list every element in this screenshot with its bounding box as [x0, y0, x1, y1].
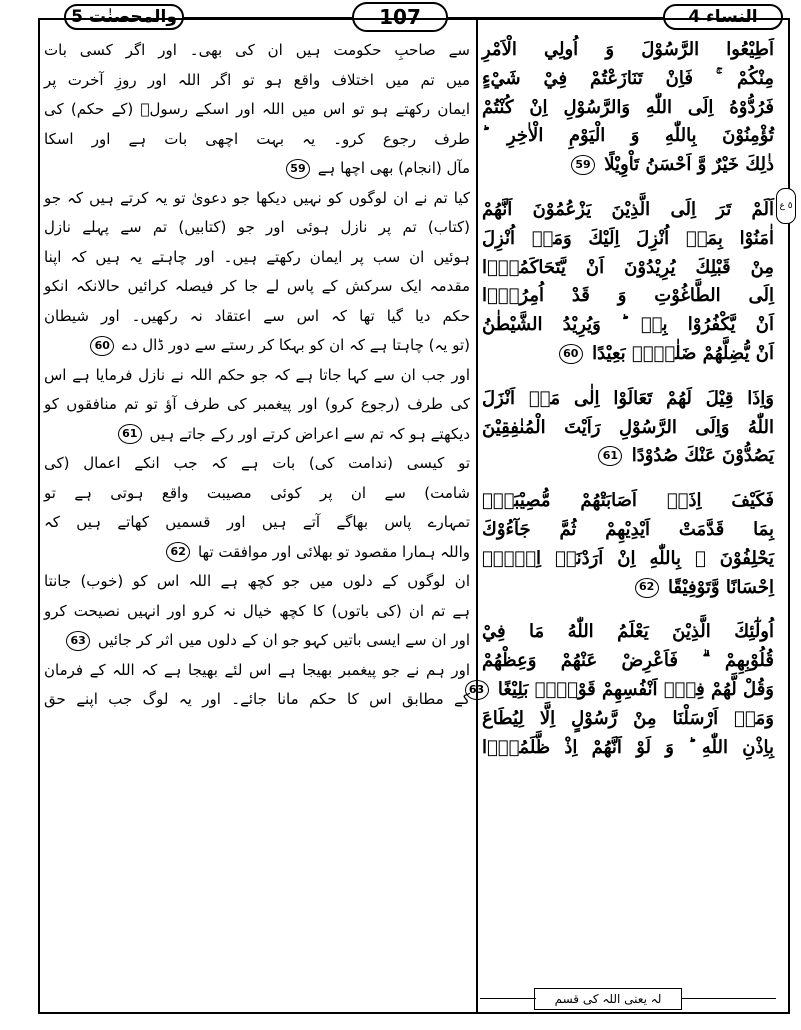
urdu-line: میں تم میں اختلاف واقع ہو تو اگر اللہ اور روزِ آخرت پر	[44, 70, 470, 89]
footnote-rule-right	[682, 998, 776, 999]
urdu-translation-column	[44, 36, 470, 715]
urdu-line: دیکھتے ہو کہ تم سے اعراض کرتے اور رکے جاتے ہیں 61	[44, 420, 470, 450]
surah-name: النساء 4	[663, 4, 783, 30]
urdu-line: طرف رجوع کرو۔ یہ بہت اچھی بات ہے اور اسکا	[44, 129, 470, 148]
page-number: 107	[352, 2, 448, 32]
verse-number-63: 63	[66, 631, 90, 651]
urdu-line: کیا تم نے ان لوگوں کو نہیں دیکھا جو دعویٰ تو یہ کرتے ہیں کہ جو	[44, 188, 470, 207]
footnote-rule-left	[480, 998, 536, 999]
arabic-line: يَصُدُّوْنَ عَنْكَ صُدُوْدًا 61	[482, 442, 774, 471]
arabic-line: اَنْ يَّكْفُرُوْا بِهٖ ؕ وَيُرِيْدُ الشَّيْطٰنُ	[482, 314, 774, 336]
arabic-line: اَلَمْ تَرَ اِلَى الَّذِيْنَ يَزْعُمُوْنَ اَنَّهُمْ	[482, 198, 774, 220]
arabic-line: فَكَيْفَ اِذَاۤ اَصَابَتْهُمْ مُّصِيْبَةٌۢ	[482, 490, 774, 512]
ayah-number-59: 59	[571, 155, 595, 175]
urdu-line: ان لوگوں کے دلوں میں جو کچھ ہے اللہ اس کو (خوب) جانتا	[44, 572, 470, 590]
urdu-line: اور جب ان سے کہا جاتا ہے کہ جو حکم اللہ نے نازل فرمایا ہے اس	[44, 365, 470, 384]
juz-name: والمحصنٰت 5	[64, 4, 184, 30]
arabic-line: ذٰلِكَ خَيْرٌ وَّ اَحْسَنُ تَاْوِيْلًا 59	[482, 151, 774, 180]
urdu-line: (تو یہ) چاہتا ہے کہ ان کو بہکا کر رستے سے دور ڈال دے 60	[44, 331, 470, 361]
urdu-line: کے مطابق اس کا حکم مانا جائے۔ اور یہ لوگ جب اپنے حق	[44, 690, 470, 708]
ayah-number-63: 63	[465, 680, 489, 700]
urdu-line: ہوئیں ان سب پر ایمان رکھتے ہیں۔ اور چاہتے یہ ہیں کہ اپنا	[44, 247, 470, 266]
arabic-line: اِحْسَانًا وَّتَوْفِيْقًا 62	[482, 574, 774, 603]
urdu-line: واللہ ہمارا مقصود تو بھلائی اور موافقت تھا 62	[44, 538, 470, 568]
arabic-line: بِمَا قَدَّمَتْ اَيْدِيْهِمْ ثُمَّ جَآءُوْكَ	[482, 518, 774, 540]
arabic-line: وَاِذَا قِيْلَ لَهُمْ تَعَالَوْا اِلٰى مَاۤ اَنْزَلَ	[482, 387, 774, 409]
footnote: لہ یعنی اللہ کی قسم	[534, 988, 682, 1010]
urdu-line: حکم دیا گیا تھا کہ اس سے اعتقاد نہ رکھیں۔ اور شیطان	[44, 306, 470, 325]
verse-number-59: 59	[286, 159, 310, 179]
arabic-line: وَمَاۤ اَرْسَلْنَا مِنْ رَّسُوْلٍ اِلَّا لِيُطَاعَ	[482, 707, 774, 729]
urdu-line: سے صاحبِ حکومت ہیں ان کی بھی۔ اور اگر کسی بات	[44, 41, 470, 59]
arabic-line: مِنْكُمْ ۚ فَاِنْ تَنَازَعْتُمْ فِيْ شَيْءٍ	[482, 67, 774, 89]
ruku-marker: ٥ ع	[776, 188, 796, 224]
urdu-line: اور ان سے ایسی باتیں کہو جو ان کے دلوں میں اثر کر جائیں 63	[44, 626, 470, 656]
column-divider	[476, 18, 478, 1014]
arabic-line: بِاِذْنِ اللّٰهِ ؕ وَ لَوْ اَنَّهُمْ اِذْ ظَّلَمُوْۤا	[482, 736, 774, 758]
arabic-line: مِنْ قَبْلِكَ يُرِيْدُوْنَ اَنْ يَّتَحَاكَمُوْۤا	[482, 256, 774, 278]
urdu-line: ہے تم ان (کی باتوں) کا کچھ خیال نہ کرو اور انہیں نصیحت کرو	[44, 601, 470, 620]
verse-number-60: 60	[90, 336, 114, 356]
arabic-line: تُؤْمِنُوْنَ بِاللّٰهِ وَ الْيَوْمِ الْاٰخِرِ ؕ	[482, 125, 774, 147]
arabic-line: اِلَى الطَّاغُوْتِ وَ قَدْ اُمِرُوْۤا	[482, 285, 774, 307]
verse-number-62: 62	[166, 542, 190, 562]
arabic-line: يَحْلِفُوْنَ ۖ بِاللّٰهِ اِنْ اَرَدْنَاۤ اِلَّاۤ	[482, 547, 774, 569]
arabic-line: فَرُدُّوْهُ اِلَى اللّٰهِ وَالرَّسُوْلِ اِنْ كُنْتُمْ	[482, 96, 774, 118]
urdu-line: (کتاب) تم پر نازل ہوئی اور جو (کتابیں) تم سے پہلے نازل	[44, 218, 470, 236]
arabic-line: قُلُوْبِهِمْ ۗ فَاَعْرِضْ عَنْهُمْ وَعِظْهُمْ	[482, 650, 774, 672]
urdu-line: تمہارے پاس بھاگے آتے ہیں اور قسمیں کھاتے ہیں کہ	[44, 513, 470, 531]
urdu-line: اور ہم نے جو پیغمبر بھیجا ہے اس لئے بھیجا ہے کہ اللہ کے فرمان	[44, 660, 470, 679]
arabic-line: اللّٰهُ وَاِلَى الرَّسُوْلِ رَاَيْتَ الْمُنٰفِقِيْنَ	[482, 416, 774, 438]
arabic-column	[468, 36, 774, 762]
arabic-line: وَقُلْ لَّهُمْ فِيْۤ اَنْفُسِهِمْ قَوْلًاۢ بَلِيْغًا 63	[482, 676, 774, 705]
arabic-line: اٰمَنُوْا بِمَاۤ اُنْزِلَ اِلَيْكَ وَمَاۤ اُنْزِلَ	[482, 227, 774, 249]
urdu-line: ایمان رکھتے ہو تو اس میں اللہ اور اسکے رسولؐ (کے حکم) کی	[44, 100, 470, 118]
urdu-line: مقدمہ ایک سرکش کے پاس لے جا کر فیصلہ کرائیں حالانکہ انکو	[44, 277, 470, 295]
urdu-line: مآل (انجام) بھی اچھا ہے 59	[44, 154, 470, 184]
ayah-number-60: 60	[559, 344, 583, 364]
verse-number-61: 61	[118, 424, 142, 444]
arabic-line: اَنْ يُّضِلَّهُمْ ضَلٰلًاۢ بَعِيْدًا 60	[482, 340, 774, 369]
urdu-line: تو کیسی (ندامت کی) بات ہے کہ جب انکے اعمال (کی	[44, 454, 470, 472]
arabic-line: اُولٰٓئِكَ الَّذِيْنَ يَعْلَمُ اللّٰهُ مَا فِيْ	[482, 621, 774, 643]
arabic-line: اَطِيْعُوا الرَّسُوْلَ وَ اُولِي الْاَمْرِ	[482, 39, 774, 60]
ayah-number-61: 61	[598, 446, 622, 466]
urdu-line: شامت) سے ان پر کوئی مصیبت واقع ہوتی ہے تو	[44, 483, 470, 502]
urdu-line: کی طرف (رجوع کرو) اور پیغمبر کی طرف آؤ تو تم منافقوں کو	[44, 395, 470, 413]
ayah-number-62: 62	[635, 578, 659, 598]
